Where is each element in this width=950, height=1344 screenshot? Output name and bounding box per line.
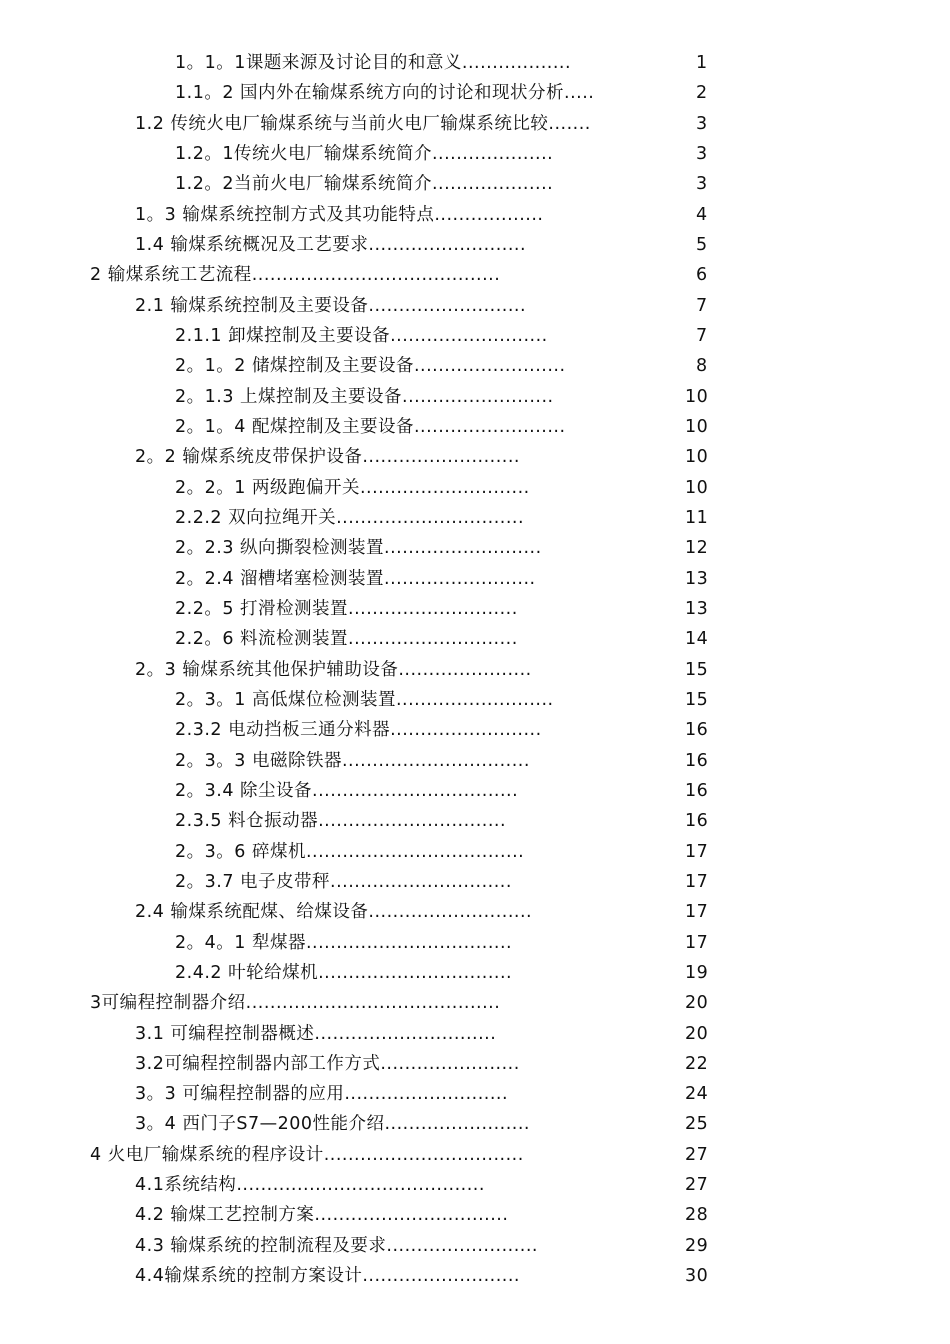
toc-entry[interactable] xyxy=(0,503,950,533)
toc-entry[interactable] xyxy=(0,928,950,958)
toc-entry-title: 3.2可编程控制器内部工作方式....................... xyxy=(135,1053,520,1074)
toc-entry-title: 2。1。4 配煤控制及主要设备......................... xyxy=(175,416,566,437)
toc-entry-page: 10 xyxy=(685,477,709,498)
toc-entry-title: 2。3。1 高低煤位检测装置.......................... xyxy=(175,689,554,710)
toc-entry-page: 2 xyxy=(696,83,708,104)
toc-entry-page: 29 xyxy=(685,1235,709,1256)
toc-entry[interactable] xyxy=(0,1019,950,1049)
toc-entry-title: 1.2。1传统火电厂输煤系统简介.................... xyxy=(175,143,554,164)
toc-entry-title: 1。3 输煤系统控制方式及其功能特点.................. xyxy=(135,204,544,225)
toc-entry-title: 2 输煤系统工艺流程......................................... xyxy=(90,265,501,286)
toc-entry-title: 3。4 西门子S7—200性能介绍........................ xyxy=(135,1114,530,1135)
toc-entry-page: 17 xyxy=(685,841,709,862)
toc-entry-title: 1.4 输煤系统概况及工艺要求.......................... xyxy=(135,234,527,255)
toc-entry-page: 20 xyxy=(685,1023,709,1044)
toc-entry-page: 4 xyxy=(696,204,708,225)
toc-entry-title: 4.3 输煤系统的控制流程及要求......................... xyxy=(135,1235,538,1256)
toc-entry-page: 17 xyxy=(685,902,709,923)
toc-entry-page: 28 xyxy=(685,1205,709,1226)
toc-entry[interactable] xyxy=(0,1140,950,1170)
toc-entry-page: 19 xyxy=(685,962,709,983)
toc-entry-title: 2。2。1 两级跑偏开关............................ xyxy=(175,477,530,498)
toc-entry-page: 16 xyxy=(685,750,709,771)
toc-entry-page: 14 xyxy=(685,629,709,650)
toc-entry[interactable] xyxy=(0,655,950,685)
toc-entry-page: 10 xyxy=(685,416,709,437)
toc-entry[interactable] xyxy=(0,837,950,867)
toc-entry-page: 12 xyxy=(685,538,709,559)
toc-entry-title: 2.3.2 电动挡板三通分料器......................... xyxy=(175,720,542,741)
toc-entry-title: 2。3 输煤系统其他保护辅助设备...................... xyxy=(135,659,532,680)
toc-entry-title: 2。2.3 纵向撕裂检测装置.......................... xyxy=(175,538,542,559)
toc-entry-page: 6 xyxy=(696,265,708,286)
toc-entry-title: 2.2。6 料流检测装置............................ xyxy=(175,629,518,650)
toc-entry[interactable] xyxy=(0,109,950,139)
toc-entry[interactable] xyxy=(0,321,950,351)
toc-entry-page: 24 xyxy=(685,1084,709,1105)
toc-entry-page: 13 xyxy=(685,598,709,619)
toc-entry[interactable] xyxy=(0,806,950,836)
toc-entry[interactable] xyxy=(0,624,950,654)
toc-entry[interactable] xyxy=(0,1170,950,1200)
toc-entry-page: 5 xyxy=(696,234,708,255)
toc-entry-title: 1.1。2 国内外在输煤系统方向的讨论和现状分析..... xyxy=(175,83,595,104)
toc-entry-title: 2.3.5 料仓振动器............................... xyxy=(175,811,507,832)
toc-entry-page: 25 xyxy=(685,1114,709,1135)
toc-entry[interactable] xyxy=(0,351,950,381)
toc-entry-title: 2。3.4 除尘设备.................................. xyxy=(175,780,519,801)
toc-entry-page: 10 xyxy=(685,447,709,468)
toc-entry[interactable] xyxy=(0,291,950,321)
toc-entry-page: 22 xyxy=(685,1053,709,1074)
toc-entry-title: 2。3。3 电磁除铁器............................... xyxy=(175,750,530,771)
toc-entry-page: 20 xyxy=(685,993,709,1014)
toc-entry-title: 2。1。2 储煤控制及主要设备......................... xyxy=(175,356,566,377)
toc-entry-title: 1.2。2当前火电厂输煤系统简介.................... xyxy=(175,174,554,195)
toc-entry-title: 4.1系统结构......................................... xyxy=(135,1175,485,1196)
toc-entry-page: 7 xyxy=(696,325,708,346)
toc-entry[interactable] xyxy=(0,988,950,1018)
toc-entry-page: 3 xyxy=(696,174,708,195)
toc-entry[interactable] xyxy=(0,1109,950,1139)
toc-entry-page: 3 xyxy=(696,113,708,134)
toc-entry[interactable] xyxy=(0,1231,950,1261)
toc-entry[interactable] xyxy=(0,139,950,169)
toc-entry-page: 3 xyxy=(696,143,708,164)
toc-entry-page: 17 xyxy=(685,932,709,953)
toc-entry-title: 2.2。5 打滑检测装置............................ xyxy=(175,598,518,619)
toc-entry-title: 1.2 传统火电厂输煤系统与当前火电厂输煤系统比较....... xyxy=(135,113,591,134)
toc-entry-title: 2.2.2 双向拉绳开关............................... xyxy=(175,507,525,528)
toc-entry-title: 2.4 输煤系统配煤、给煤设备........................... xyxy=(135,902,533,923)
toc-entry-page: 8 xyxy=(696,356,708,377)
toc-entry[interactable] xyxy=(0,442,950,472)
toc-entry-title: 2。3。6 碎煤机.................................... xyxy=(175,841,525,862)
toc-entry-page: 15 xyxy=(685,689,709,710)
toc-entry-page: 27 xyxy=(685,1175,709,1196)
toc-entry[interactable] xyxy=(0,200,950,230)
toc-entry[interactable] xyxy=(0,776,950,806)
toc-entry-title: 4 火电厂输煤系统的程序设计................................. xyxy=(90,1144,524,1165)
toc-entry[interactable] xyxy=(0,260,950,290)
toc-entry[interactable] xyxy=(0,1200,950,1230)
toc-entry-title: 2。2.4 溜槽堵塞检测装置......................... xyxy=(175,568,536,589)
toc-entry[interactable] xyxy=(0,533,950,563)
toc-entry[interactable] xyxy=(0,715,950,745)
toc-entry-page: 10 xyxy=(685,386,709,407)
toc-entry[interactable] xyxy=(0,230,950,260)
table-of-contents xyxy=(0,48,950,1291)
toc-entry[interactable] xyxy=(0,382,950,412)
toc-entry[interactable] xyxy=(0,867,950,897)
toc-entry-page: 16 xyxy=(685,720,709,741)
toc-entry-title: 2.1 输煤系统控制及主要设备.......................... xyxy=(135,295,527,316)
toc-entry[interactable] xyxy=(0,412,950,442)
toc-entry[interactable] xyxy=(0,48,950,78)
toc-entry-page: 30 xyxy=(685,1266,709,1287)
toc-entry-title: 3.1 可编程控制器概述.............................. xyxy=(135,1023,497,1044)
toc-entry-title: 1。1。1课题来源及讨论目的和意义.................. xyxy=(175,53,572,73)
toc-entry[interactable] xyxy=(0,958,950,988)
toc-entry-title: 3。3 可编程控制器的应用........................... xyxy=(135,1084,509,1105)
toc-entry-title: 3可编程控制器介绍.......................................... xyxy=(90,993,501,1014)
toc-entry[interactable] xyxy=(0,594,950,624)
toc-entry[interactable] xyxy=(0,897,950,927)
toc-entry[interactable] xyxy=(0,473,950,503)
toc-entry-page: 1 xyxy=(696,53,708,73)
toc-entry-title: 2.4.2 叶轮给煤机................................ xyxy=(175,962,513,983)
toc-entry-page: 16 xyxy=(685,780,709,801)
toc-entry[interactable] xyxy=(0,78,950,108)
toc-entry[interactable] xyxy=(0,1261,950,1291)
toc-entry[interactable] xyxy=(0,746,950,776)
toc-entry[interactable] xyxy=(0,1079,950,1109)
toc-entry[interactable] xyxy=(0,564,950,594)
toc-entry-page: 15 xyxy=(685,659,709,680)
toc-entry-title: 2。3.7 电子皮带秤.............................. xyxy=(175,871,512,892)
toc-entry-title: 2。2 输煤系统皮带保护设备.......................... xyxy=(135,447,520,468)
toc-entry-page: 27 xyxy=(685,1144,709,1165)
toc-entry-title: 4.4输煤系统的控制方案设计.......................... xyxy=(135,1266,520,1287)
toc-entry-title: 2。1.3 上煤控制及主要设备......................... xyxy=(175,386,554,407)
toc-entry-title: 2。4。1 犁煤器.................................. xyxy=(175,932,513,953)
toc-entry-page: 7 xyxy=(696,295,708,316)
toc-entry-page: 16 xyxy=(685,811,709,832)
toc-entry-page: 17 xyxy=(685,871,709,892)
toc-entry-page: 13 xyxy=(685,568,709,589)
toc-entry-title: 4.2 输煤工艺控制方案................................ xyxy=(135,1205,509,1226)
toc-entry[interactable] xyxy=(0,685,950,715)
toc-entry[interactable] xyxy=(0,1049,950,1079)
toc-entry-page: 11 xyxy=(685,507,709,528)
toc-entry-title: 2.1.1 卸煤控制及主要设备.......................... xyxy=(175,325,548,346)
toc-entry[interactable] xyxy=(0,169,950,199)
